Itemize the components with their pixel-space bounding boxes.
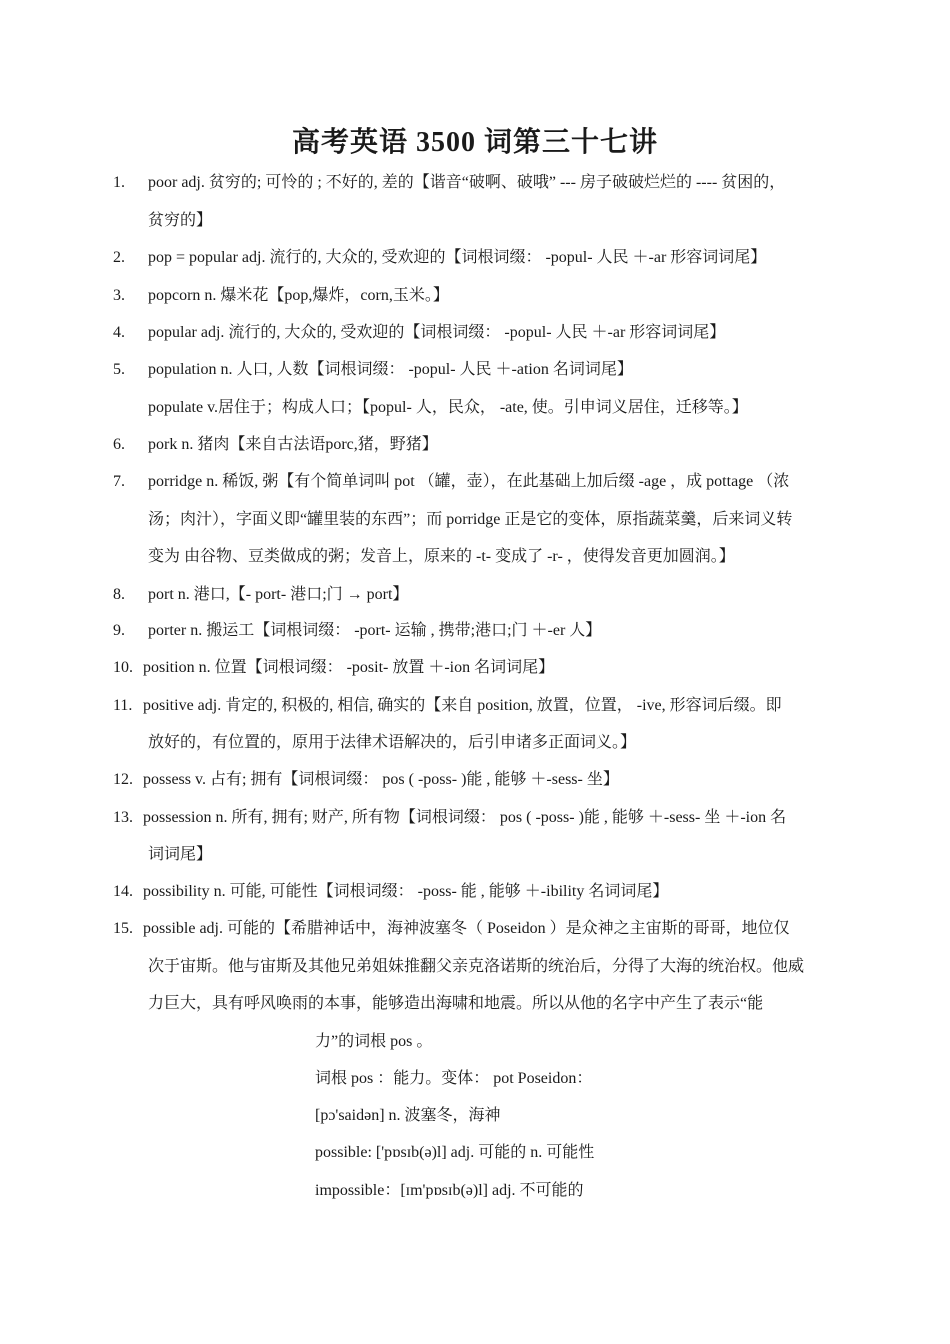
entry-number: 10. bbox=[113, 659, 133, 676]
entry-number: 3. bbox=[113, 287, 125, 304]
entry-line: possess v. 占有; 拥有【词根词缀： pos ( -poss- )能 , 能够 ＋-sess- 坐】 bbox=[143, 771, 619, 788]
entry-number: 4. bbox=[113, 324, 125, 341]
entry-line: porter n. 搬运工【词根词缀： -port- 运输 , 携带;港口;门 ＋-er 人】 bbox=[148, 622, 602, 639]
entry-line: populate v.居住于；构成人口；【popul- 人，民众， -ate, 使。引申词义居住，迁移等。】 bbox=[148, 399, 748, 416]
entry-number: 8. bbox=[113, 586, 125, 603]
entry-number: 11. bbox=[113, 697, 133, 714]
sub-line: possible: ['pɒsɪb(ə)l] adj. 可能的 n. 可能性 bbox=[315, 1144, 595, 1161]
entry-line: 汤；肉汁），字面义即“罐里装的东西”；而 porridge 正是它的变体，原指蔬菜羹，后来词义转 bbox=[148, 511, 793, 528]
entry-line: pop = popular adj. 流行的, 大众的, 受欢迎的【词根词缀： -popul- 人民 ＋-ar 形容词词尾】 bbox=[148, 249, 767, 266]
sub-line: impossible：[ɪm'pɒsɪb(ə)l] adj. 不可能的 bbox=[315, 1182, 584, 1199]
entry-line: positive adj. 肯定的, 积极的, 相信, 确实的【来自 position, 放置，位置， -ive, 形容词后缀。即 bbox=[143, 697, 782, 714]
entry-line: population n. 人口, 人数【词根词缀： -popul- 人民 ＋-ation 名词词尾】 bbox=[148, 361, 633, 378]
entry-number: 2. bbox=[113, 249, 125, 266]
entry-number: 13. bbox=[113, 809, 133, 826]
entry-number: 5. bbox=[113, 361, 125, 378]
entry-line: possession n. 所有, 拥有; 财产, 所有物【词根词缀： pos ( -poss- )能 , 能够 ＋-sess- 坐 ＋-ion 名 bbox=[143, 809, 787, 826]
entry-line: possible adj. 可能的【希腊神话中，海神波塞冬（ Poseidon ）是众神之主宙斯的哥哥，地位仅 bbox=[143, 920, 790, 937]
entry-line: porridge n. 稀饭, 粥【有个简单词叫 pot （罐，壶），在此基础上加后缀 -age ，成 pottage （浓 bbox=[148, 473, 790, 490]
entry-number: 6. bbox=[113, 436, 125, 453]
entry-line: 变为 由谷物、豆类做成的粥；发音上，原来的 -t- 变成了 -r- ，使得发音更加圆润。】 bbox=[148, 548, 735, 565]
entry-line: position n. 位置【词根词缀： -posit- 放置 ＋-ion 名词词尾】 bbox=[143, 659, 555, 676]
page-title: 高考英语 3500 词第三十七讲 bbox=[291, 127, 658, 158]
entry-number: 12. bbox=[113, 771, 133, 788]
entry-line: possibility n. 可能, 可能性【词根词缀： -poss- 能 , 能够 ＋-ibility 名词词尾】 bbox=[143, 883, 669, 900]
entry-number: 1. bbox=[113, 174, 125, 191]
sub-line: [pɔ'saidən] n. 波塞冬，海神 bbox=[315, 1107, 501, 1124]
entry-line: popcorn n. 爆米花【pop,爆炸，corn,玉米。】 bbox=[148, 287, 449, 304]
entry-line: pork n. 猪肉【来自古法语porc,猪，野猪】 bbox=[148, 436, 438, 453]
entry-line: 放好的，有位置的，原用于法律术语解决的，后引申诸多正面词义。】 bbox=[148, 734, 637, 751]
entry-line: poor adj. 贫穷的; 可怜的 ; 不好的, 差的【谐音“破啊、破哦” --- 房子破破烂烂的 ---- 贫困的， bbox=[148, 174, 786, 191]
entry-line: 贫穷的】 bbox=[148, 212, 213, 229]
sub-line: 词根 pos ：能力。变体： pot Poseidon： bbox=[315, 1070, 593, 1087]
entry-number: 15. bbox=[113, 920, 133, 937]
entry-line: port n. 港口,【- port- 港口;门 → port】 bbox=[148, 586, 409, 603]
entry-line: 次于宙斯。他与宙斯及其他兄弟姐妹推翻父亲克洛诺斯的统治后，分得了大海的统治权。他威 bbox=[148, 958, 805, 975]
sub-line: 力”的词根 pos 。 bbox=[315, 1033, 433, 1050]
entry-number: 7. bbox=[113, 473, 125, 490]
entry-line: popular adj. 流行的, 大众的, 受欢迎的【词根词缀： -popul- 人民 ＋-ar 形容词词尾】 bbox=[148, 324, 726, 341]
entry-line: 词词尾】 bbox=[148, 846, 213, 863]
entry-number: 14. bbox=[113, 883, 133, 900]
entry-number: 9. bbox=[113, 622, 125, 639]
entry-line: 力巨大，具有呼风唤雨的本事，能够造出海啸和地震。所以从他的名字中产生了表示“能 bbox=[148, 995, 764, 1012]
